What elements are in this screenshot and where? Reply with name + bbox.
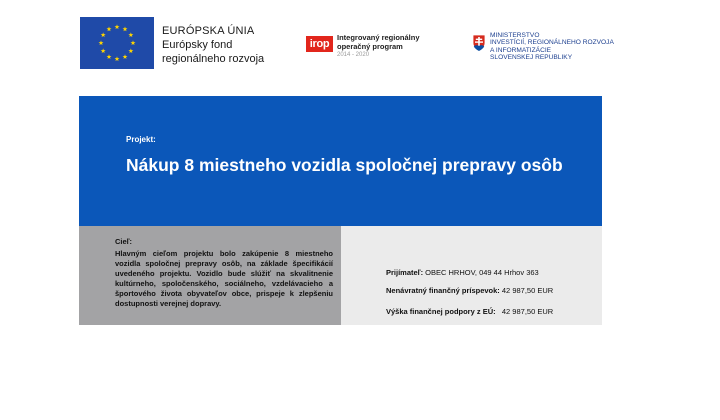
eu-star-icon bbox=[128, 32, 133, 37]
ministry-line3: A INFORMATIZÁCIE bbox=[490, 46, 552, 54]
eu-star-icon bbox=[107, 27, 112, 32]
ministry-logo-text bbox=[490, 32, 614, 62]
irop-years: 2014 - 2020 bbox=[337, 52, 370, 58]
grant-row bbox=[386, 286, 553, 295]
irop-logo: irop bbox=[306, 36, 333, 52]
eu-star-icon bbox=[128, 48, 133, 53]
irop-line2: operačný program bbox=[337, 42, 403, 51]
grant-label: Nenávratný finančný príspevok: bbox=[386, 286, 500, 295]
recipient-label: Prijímateľ: bbox=[386, 268, 424, 277]
eu-star-icon bbox=[115, 56, 120, 61]
eu-star-icon bbox=[131, 40, 136, 45]
eu-support-row bbox=[386, 307, 553, 316]
recipient-row bbox=[386, 268, 539, 277]
ministry-line2: INVESTÍCIÍ, REGIONÁLNEHO ROZVOJA bbox=[490, 39, 614, 47]
eu-star-icon bbox=[101, 48, 106, 53]
eu-logo-text bbox=[162, 24, 264, 66]
project-label: Projekt: bbox=[126, 135, 156, 144]
project-panel bbox=[79, 96, 602, 226]
eu-support-value: 42 987,50 EUR bbox=[501, 307, 554, 316]
goal-text: Hlavným cieľom projektu bolo zakúpenie 8 miestneho vozidla spoločnej prepravy osôb, na základe špecifikácií uvedeného projektu. Vozidlo bude slúžiť na skvalitnenie kultúrneho, spoločenského, sociálneho, vzdelávacieho a športového života obyvateľov obce, prispeje k zlepšeniu dostupnosti verejnej dopravy. bbox=[115, 249, 333, 308]
slovak-coat-of-arms-icon bbox=[472, 34, 486, 52]
recipient-value: OBEC HRHOV, 049 44 Hrhov 363 bbox=[425, 268, 539, 277]
ministry-line1: MINISTERSTVO bbox=[490, 32, 540, 39]
irop-logo-text bbox=[337, 33, 420, 59]
irop-line1: Integrovaný regionálny bbox=[337, 33, 420, 42]
grant-value: 42 987,50 EUR bbox=[501, 286, 554, 295]
ministry-line4: SLOVENSKEJ REPUBLIKY bbox=[490, 54, 573, 62]
eu-star-icon bbox=[101, 32, 106, 37]
eu-name: EURÓPSKA ÚNIA bbox=[162, 25, 255, 37]
eu-star-icon bbox=[123, 27, 128, 32]
info-panel bbox=[341, 226, 602, 325]
goal-panel bbox=[79, 226, 341, 325]
eu-fund-line1: Európsky fond bbox=[162, 39, 233, 51]
goal-label: Cieľ: bbox=[115, 237, 133, 246]
eu-star-icon bbox=[123, 54, 128, 59]
eu-star-icon bbox=[99, 40, 104, 45]
eu-star-icon bbox=[107, 54, 112, 59]
eu-star-icon bbox=[115, 24, 120, 29]
eu-flag-logo bbox=[80, 17, 154, 69]
project-title: Nákup 8 miestneho vozidla spoločnej prepravy osôb bbox=[126, 155, 563, 175]
eu-support-label: Výška finančnej podpory z EÚ: bbox=[386, 307, 496, 316]
eu-fund-line2: regionálneho rozvoja bbox=[162, 53, 265, 65]
